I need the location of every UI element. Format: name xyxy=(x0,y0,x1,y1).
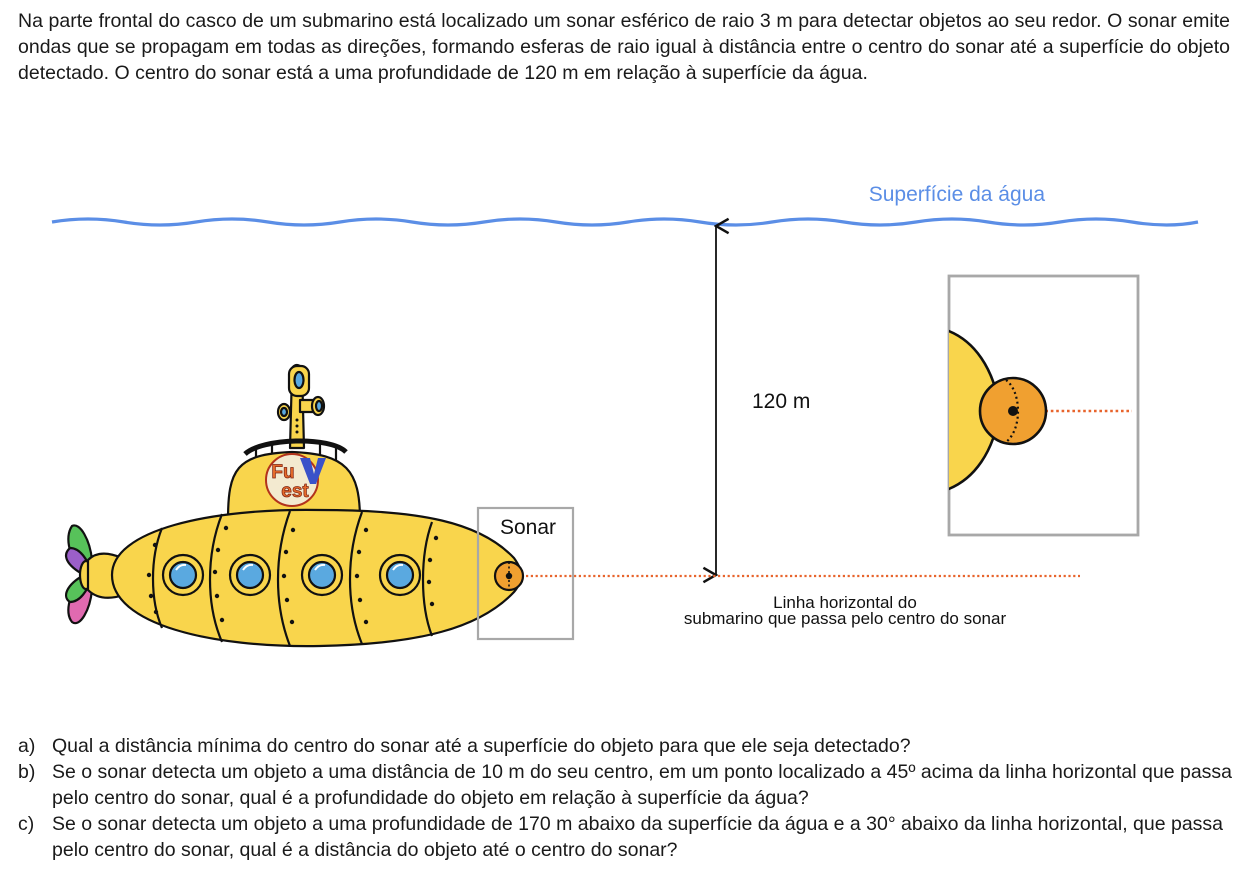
sonar-zoom-detail xyxy=(946,276,1138,535)
sonar-label: Sonar xyxy=(500,516,557,539)
question-letter: a) xyxy=(18,735,36,757)
question-item xyxy=(18,733,1233,759)
problem-statement: Na parte frontal do casco de um submarino está localizado um sonar esférico de raio 3 m para detectar objetos ao seu redor. O sonar emite ondas que se propagam em todas as direções, formando esferas de raio igual à distância entre o centro do sonar até a superfície do objeto detectado. O centro do sonar está a uma profundidade de 120 m em relação à superfície da água. xyxy=(18,10,1230,84)
horizontal-line-label-2: submarino que passa pelo centro do sonar xyxy=(683,609,1007,628)
porthole-1 xyxy=(163,555,203,595)
depth-label: 120 m xyxy=(752,390,811,413)
horizontal-line-label-1: Linha horizontal do xyxy=(773,593,917,612)
porthole-2 xyxy=(230,555,270,595)
periscope xyxy=(278,365,324,448)
question-text: Se o sonar detecta um objeto a uma profundidade de 170 m abaixo da superfície da água e a 30° abaixo da linha horizontal, que passa pelo centro do sonar, qual é a distância do objeto até o centro do sonar? xyxy=(52,813,1224,861)
question-item xyxy=(18,759,1233,811)
question-item xyxy=(18,811,1233,863)
water-surface-line xyxy=(52,219,1198,225)
question-list xyxy=(18,733,1233,863)
question-letter: c) xyxy=(18,813,35,835)
logo-text-fu: Fu xyxy=(271,462,295,483)
porthole-4 xyxy=(380,555,420,595)
water-surface-label: Superfície da água xyxy=(868,183,1045,206)
question-text: Qual a distância mínima do centro do sonar até a superfície do objeto para que ele seja detectado? xyxy=(52,735,911,757)
logo-text-est: est xyxy=(281,481,309,502)
question-letter: b) xyxy=(18,761,36,783)
question-text: Se o sonar detecta um objeto a uma distância de 10 m do seu centro, em um ponto localizado a 45º acima da linha horizontal que passa pelo centro do sonar, qual é a profundidade do objeto em relação à superfície da água? xyxy=(52,761,1233,809)
porthole-3 xyxy=(302,555,342,595)
